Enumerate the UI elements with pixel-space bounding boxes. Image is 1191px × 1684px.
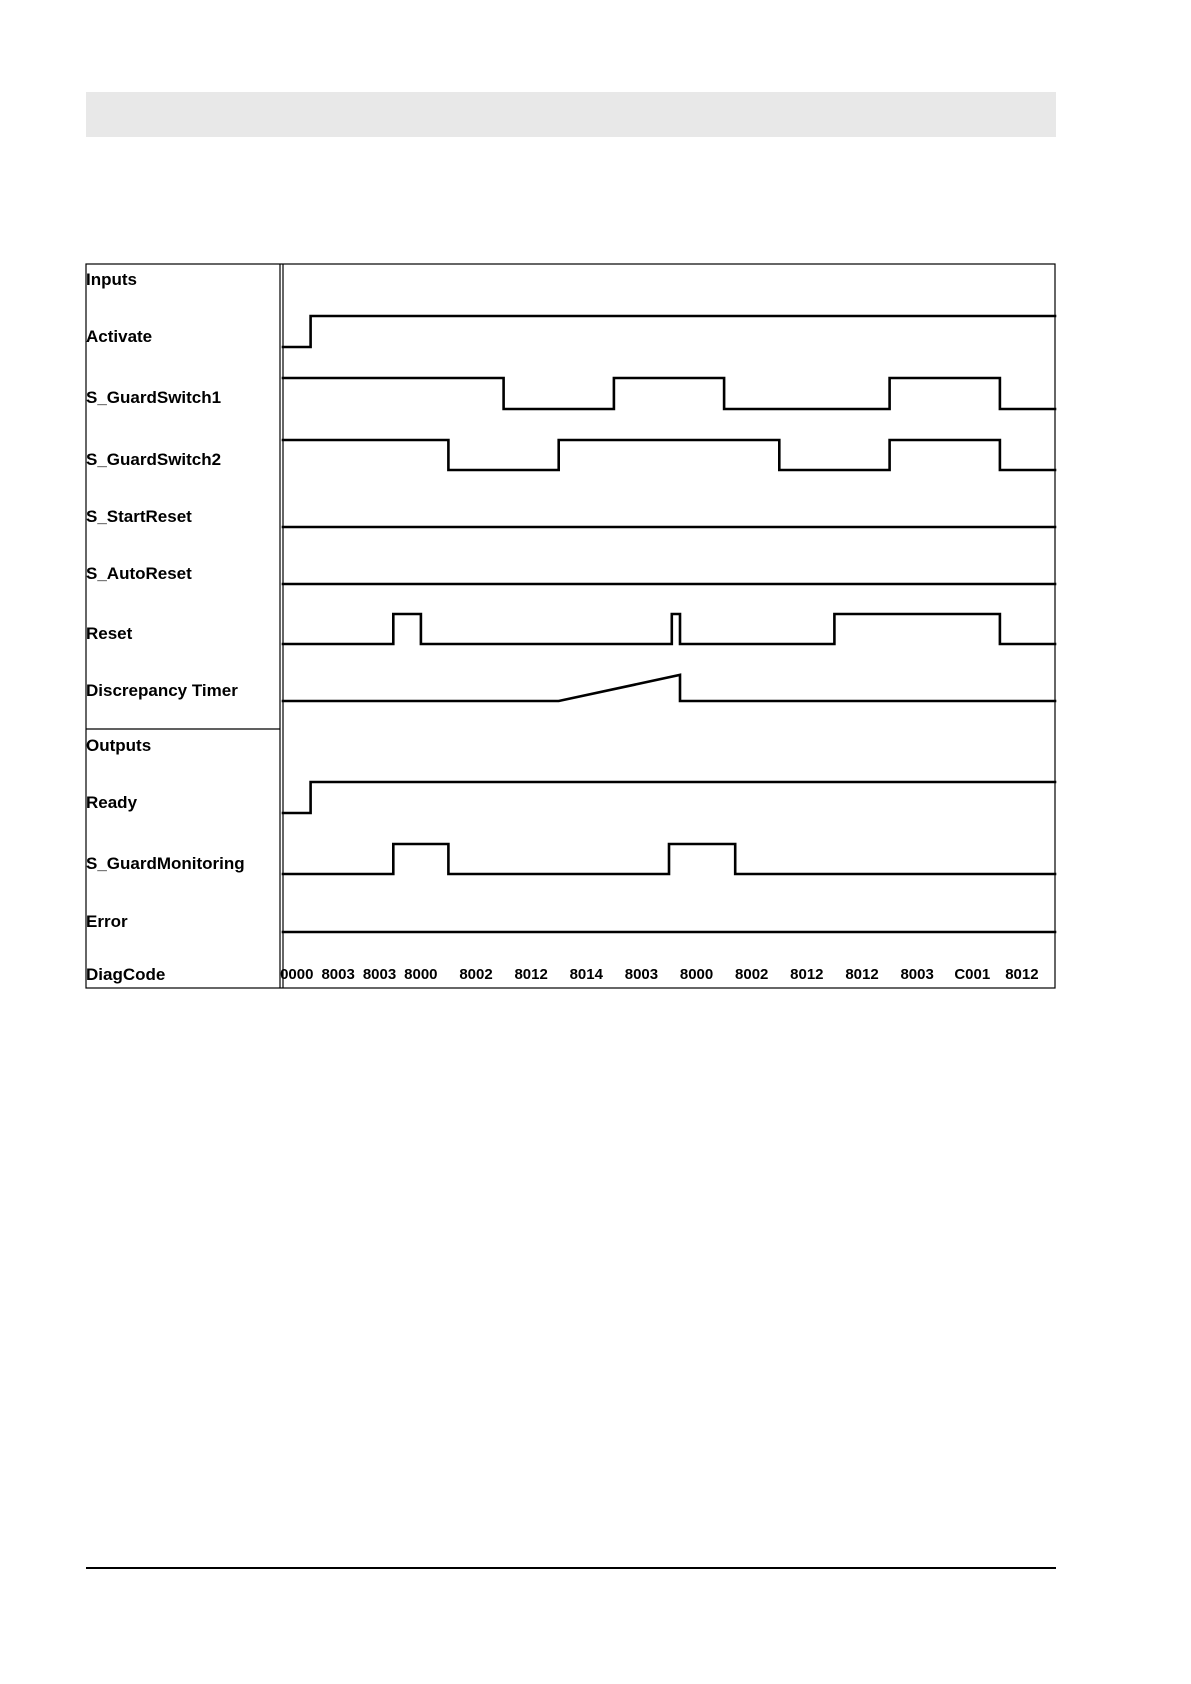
diagcode-value-10: 8002 — [735, 966, 769, 983]
diagcode-value-3: 8003 — [362, 966, 397, 983]
section-inputs-label: Inputs — [86, 270, 137, 289]
waveform-s-guardswitch1 — [283, 378, 1055, 409]
signal-label-error: Error — [86, 912, 128, 931]
diagcode-value-11: 8012 — [790, 966, 824, 983]
signal-label-s-guardswitch1: S_GuardSwitch1 — [86, 388, 222, 407]
signal-label-diagcode: DiagCode — [86, 965, 166, 984]
diagcode-value-12: 8012 — [845, 966, 879, 983]
waveform-s-guardswitch2 — [283, 440, 1055, 470]
diagram-frame — [86, 264, 1055, 988]
diagram-border — [86, 264, 1055, 988]
waveform-discrepancy-timer — [283, 675, 1055, 701]
signal-label-ready: Ready — [86, 793, 138, 812]
waveform-ready — [283, 782, 1055, 813]
signal-label-reset: Reset — [86, 624, 133, 643]
waveforms — [283, 316, 1055, 932]
diagcode-value-6: 8012 — [514, 966, 548, 983]
signal-label-s-autoreset: S_AutoReset — [86, 564, 192, 583]
signal-label-s-guardswitch2: S_GuardSwitch2 — [86, 450, 222, 469]
diagcode-value-2: 8003 — [321, 966, 355, 983]
diagcode-value-14: C001 — [954, 966, 991, 983]
section-outputs-label: Outputs — [86, 736, 152, 755]
signal-labels — [86, 270, 245, 984]
waveform-activate — [283, 316, 1055, 347]
waveform-s-guardmonitoring — [283, 844, 1055, 874]
waveform-reset — [283, 614, 1055, 644]
diagcode-value-5: 8002 — [459, 966, 493, 983]
signal-label-s-guardmonitoring: S_GuardMonitoring — [86, 854, 245, 873]
signal-label-activate: Activate — [86, 327, 153, 346]
diagcode-value-8: 8003 — [624, 966, 659, 983]
diagcode-value-4: 8000 — [404, 966, 438, 983]
signal-label-s-startreset: S_StartReset — [86, 507, 192, 526]
diagcode-value-1: 0000 — [280, 966, 314, 983]
diagcode-values — [280, 966, 1039, 983]
diagcode-value-15: 8012 — [1005, 966, 1039, 983]
signal-label-discrepancy-timer: Discrepancy Timer — [86, 681, 238, 700]
diagcode-value-9: 8000 — [679, 966, 714, 983]
diagcode-value-13: 8003 — [900, 966, 934, 983]
diagcode-value-7: 8014 — [569, 966, 603, 983]
footer-rule — [86, 1567, 1056, 1569]
